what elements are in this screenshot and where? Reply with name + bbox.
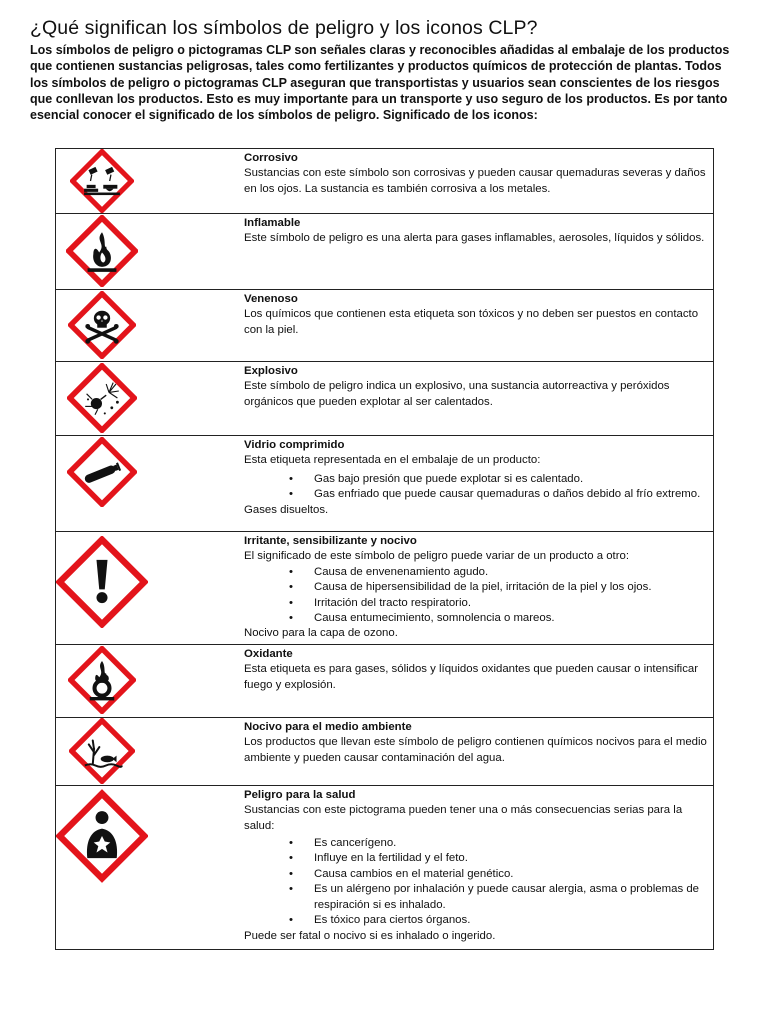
list-item: • Es tóxico para ciertos órganos. bbox=[314, 913, 707, 928]
symbol-title: Venenoso bbox=[244, 293, 298, 305]
bullet-list bbox=[244, 565, 707, 627]
table-row bbox=[56, 785, 714, 949]
list-item: • Es un alérgeno por inhalación y puede causar alergia, asma o problemas de respiración si es inhalado. bbox=[314, 882, 707, 913]
symbol-description: Este símbolo de peligro es una alerta para gases inflamables, aerosoles, líquidos y sólidos. bbox=[244, 232, 705, 245]
list-item: • Gas enfriado que puede causar quemaduras o daños debido al frío extremo. bbox=[314, 487, 707, 502]
table-row bbox=[56, 532, 714, 645]
symbol-description: Sustancias con este símbolo son corrosivas y pueden causar quemaduras severas y daños en los ojos. La sustancia es también corrosiva a los metales. bbox=[244, 167, 706, 195]
exclamation-mark-icon bbox=[56, 536, 148, 628]
list-item: • Causa de hipersensibilidad de la piel, irritación de la piel y los ojos. bbox=[314, 580, 707, 595]
symbol-footer: Nocivo para la capa de ozono. bbox=[244, 627, 398, 640]
symbol-description: Esta etiqueta representada en el embalaje de un producto: bbox=[244, 454, 541, 467]
symbol-description: Los productos que llevan este símbolo de peligro contienen químicos nocivos para el medio ambiente y pueden causar contaminación del agua. bbox=[244, 736, 707, 764]
list-item: • Causa de envenenamiento agudo. bbox=[314, 565, 707, 580]
symbol-footer: Puede ser fatal o nocivo si es inhalado o ingerido. bbox=[244, 929, 496, 942]
table-row bbox=[56, 362, 714, 436]
flame-icon bbox=[66, 215, 138, 287]
list-item: • Irritación del tracto respiratorio. bbox=[314, 596, 707, 611]
table-row bbox=[56, 717, 714, 785]
environment-icon bbox=[69, 718, 135, 784]
list-item: • Causa cambios en el material genético. bbox=[314, 867, 707, 882]
list-item: • Causa entumecimiento, somnolencia o mareos. bbox=[314, 611, 707, 626]
symbol-title: Explosivo bbox=[244, 365, 298, 377]
symbol-title: Vidrio comprimido bbox=[244, 439, 345, 451]
symbol-description: Este símbolo de peligro indica un explosivo, una sustancia autorreactiva y peróxidos orgánicos que pueden explotar al ser calentados. bbox=[244, 380, 670, 408]
symbol-description: Sustancias con este pictograma pueden tener una o más consecuencias serias para la salud: bbox=[244, 804, 683, 832]
table-row bbox=[56, 290, 714, 362]
corrosive-icon bbox=[70, 149, 134, 213]
intro-paragraph: Los símbolos de peligro o pictogramas CLP son señales claras y reconocibles añadidas al embalaje de los productos que contienen sustancias peligrosas, tales como fertilizantes y productos químicos de protección de plantas. Todos los símbolos de peligro o pictogramas CLP aseguran que transportistas y usuarios sean conscientes de los riesgos que conllevan los productos. Esto es muy importante para un transporte y uso seguro de los productos. Es por tanto esencial conocer el significado de los símbolos de peligro. Significado de los iconos: bbox=[30, 43, 730, 123]
list-item: • Es cancerígeno. bbox=[314, 836, 707, 851]
hazard-symbols-table bbox=[55, 148, 714, 950]
symbol-title: Nocivo para el medio ambiente bbox=[244, 720, 412, 733]
symbol-description: Los químicos que contienen esta etiqueta son tóxicos y no deben ser puestos en contacto con la piel. bbox=[244, 308, 699, 336]
symbol-title: Oxidante bbox=[244, 647, 293, 660]
table-row bbox=[56, 436, 714, 532]
exploding-bomb-icon bbox=[67, 363, 137, 433]
symbol-title: Inflamable bbox=[244, 217, 301, 229]
list-item: • Influye en la fertilidad y el feto. bbox=[314, 851, 707, 866]
page-title: ¿Qué significan los símbolos de peligro y los iconos CLP? bbox=[30, 17, 538, 39]
symbol-title: Corrosivo bbox=[244, 152, 298, 164]
symbol-title: Peligro para la salud bbox=[244, 788, 356, 801]
symbol-description: El significado de este símbolo de peligro puede variar de un producto a otro: bbox=[244, 550, 629, 563]
bullet-list bbox=[244, 836, 707, 928]
list-item: • Gas bajo presión que puede explotar si es calentado. bbox=[314, 472, 707, 487]
gas-cylinder-icon bbox=[67, 437, 137, 507]
symbol-footer: Gases disueltos. bbox=[244, 503, 329, 516]
flame-over-circle-icon bbox=[68, 646, 136, 714]
table-row bbox=[56, 214, 714, 290]
bullet-list bbox=[244, 472, 707, 503]
symbol-description: Esta etiqueta es para gases, sólidos y líquidos oxidantes que pueden causar o intensificar fuego y explosión. bbox=[244, 663, 699, 691]
skull-crossbones-icon bbox=[68, 291, 136, 359]
table-row bbox=[56, 149, 714, 214]
health-hazard-icon bbox=[56, 789, 148, 883]
table-row bbox=[56, 644, 714, 717]
symbol-title: Irritante, sensibilizante y nocivo bbox=[244, 535, 417, 547]
